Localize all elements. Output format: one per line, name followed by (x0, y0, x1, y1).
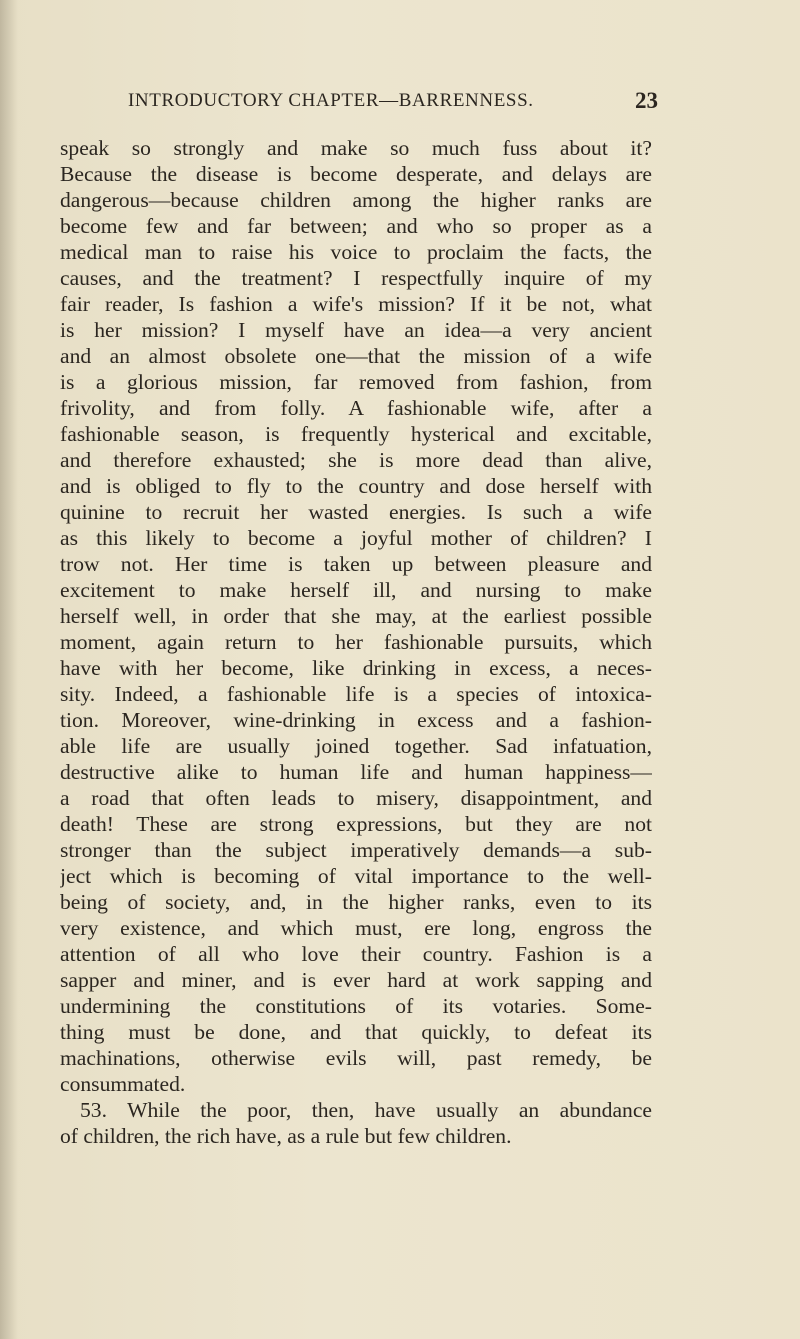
text-line: undermining the constitutions of its votaries. Some- (60, 994, 652, 1018)
text-line: moment, again return to her fashionable pursuits, which (60, 630, 652, 654)
text-line: causes, and the treatment? I respectfully inquire of my (60, 266, 652, 290)
text-line: and is obliged to fly to the country and dose herself with (60, 474, 652, 498)
paragraph-53-start: 53. While the poor, then, have usually an abundance (80, 1098, 652, 1122)
text-line: able life are usually joined together. Sad infatuation, (60, 734, 652, 758)
text-line: being of society, and, in the higher ranks, even to its (60, 890, 652, 914)
text-line: and therefore exhausted; she is more dead than alive, (60, 448, 652, 472)
text-line: is a glorious mission, far removed from fashion, from (60, 370, 652, 394)
text-line: thing must be done, and that quickly, to defeat its (60, 1020, 652, 1044)
text-line: have with her become, like drinking in excess, a neces- (60, 656, 652, 680)
text-line: sapper and miner, and is ever hard at work sapping and (60, 968, 652, 992)
text-line: a road that often leads to misery, disappointment, and (60, 786, 652, 810)
running-head (128, 88, 658, 116)
text-line: death! These are strong expressions, but they are not (60, 812, 652, 836)
text-line: quinine to recruit her wasted energies. Is such a wife (60, 500, 652, 524)
body-text (60, 135, 652, 1149)
text-line: is her mission? I myself have an idea—a very ancient (60, 318, 652, 342)
text-line: stronger than the subject imperatively demands—a sub- (60, 838, 652, 862)
page-number: 23 (635, 88, 658, 113)
text-line: destructive alike to human life and human happiness— (60, 760, 652, 784)
text-line: ject which is becoming of vital importance to the well- (60, 864, 652, 888)
text-line: become few and far between; and who so proper as a (60, 214, 652, 238)
text-line: fair reader, Is fashion a wife's mission? If it be not, what (60, 292, 652, 316)
text-line: herself well, in order that she may, at the earliest possible (60, 604, 652, 628)
text-line: sity. Indeed, a fashionable life is a species of intoxica- (60, 682, 652, 706)
running-title: INTRODUCTORY CHAPTER—BARRENNESS. (128, 90, 534, 111)
text-line: machinations, otherwise evils will, past remedy, be (60, 1046, 652, 1070)
text-line: excitement to make herself ill, and nursing to make (60, 578, 652, 602)
text-line: dangerous—because children among the higher ranks are (60, 188, 652, 212)
text-line: speak so strongly and make so much fuss about it? (60, 136, 652, 160)
text-line: of children, the rich have, as a rule but few children. (60, 1124, 512, 1148)
text-line: Because the disease is become desperate, and delays are (60, 162, 652, 186)
text-line: frivolity, and from folly. A fashionable wife, after a (60, 396, 652, 420)
spine-shadow (0, 0, 18, 1339)
text-line: and an almost obsolete one—that the mission of a wife (60, 344, 652, 368)
text-line: fashionable season, is frequently hysterical and excitable, (60, 422, 652, 446)
text-line: consummated. (60, 1072, 186, 1096)
text-line: attention of all who love their country. Fashion is a (60, 942, 652, 966)
text-line: trow not. Her time is taken up between pleasure and (60, 552, 652, 576)
text-line: as this likely to become a joyful mother of children? I (60, 526, 652, 550)
text-line: tion. Moreover, wine-drinking in excess and a fashion- (60, 708, 652, 732)
text-line: very existence, and which must, ere long, engross the (60, 916, 652, 940)
text-line: medical man to raise his voice to proclaim the facts, the (60, 240, 652, 264)
